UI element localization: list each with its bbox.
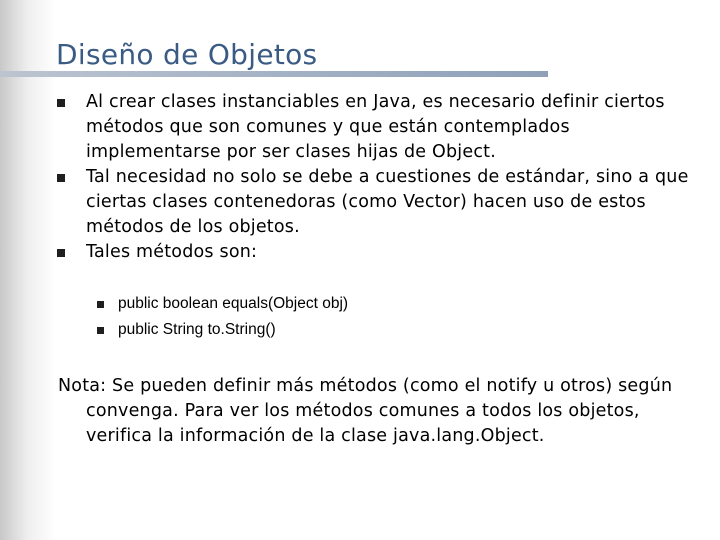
bullet-item xyxy=(56,240,696,265)
square-bullet-icon xyxy=(97,327,104,334)
bullet-text: Tales métodos son: xyxy=(86,242,258,262)
bullet-text: Al crear clases instanciables en Java, es necesario definir ciertos métodos que son comunes y que están contemplados implementarse por ser clases hijas de Object. xyxy=(86,92,665,162)
bullet-item xyxy=(56,165,696,240)
sub-bullet-list xyxy=(86,291,686,343)
slide-title: Diseño de Objetos xyxy=(56,38,318,71)
bullet-item xyxy=(56,90,696,165)
bullet-text: Tal necesidad no solo se debe a cuestiones de estándar, sino a que ciertas clases contenedoras (como Vector) hacen uso de estos métodos de los objetos. xyxy=(86,167,689,237)
square-bullet-icon xyxy=(57,249,65,257)
sub-bullet-item xyxy=(86,317,686,343)
sub-bullet-text: public String to.String() xyxy=(118,321,276,338)
square-bullet-icon xyxy=(97,301,104,308)
title-underline xyxy=(0,71,548,77)
sub-bullet-item xyxy=(86,291,686,317)
note-paragraph: Nota: Se pueden definir más métodos (como el notify u otros) según convenga. Para ver los métodos comunes a todos los objetos, verifica la información de la clase java.lang.Object. xyxy=(58,376,673,446)
sub-bullet-text: public boolean equals(Object obj) xyxy=(118,295,349,312)
square-bullet-icon xyxy=(57,174,65,182)
bullet-list xyxy=(56,90,696,265)
square-bullet-icon xyxy=(57,99,65,107)
